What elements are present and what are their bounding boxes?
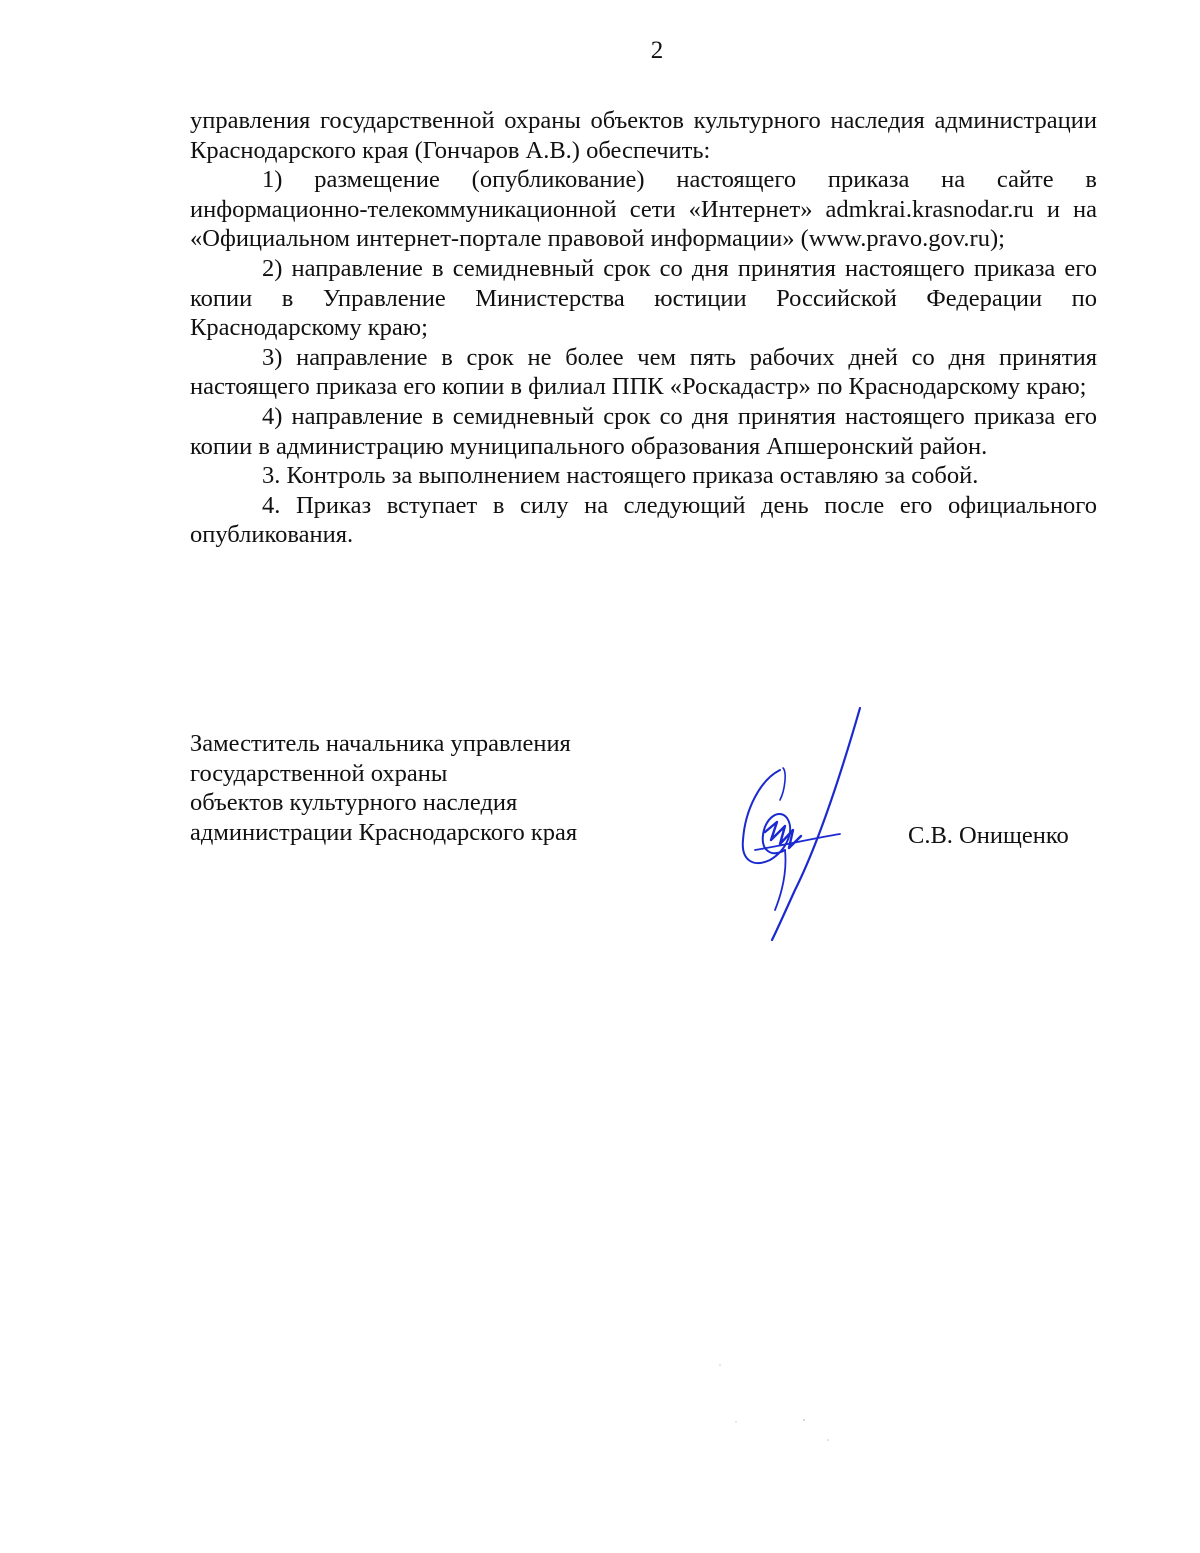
document-body	[190, 106, 1097, 550]
signer-position-line: объектов культурного наследия	[190, 789, 518, 816]
signer-name: С.В. Онищенко	[908, 822, 1069, 849]
paragraph-control: 3. Контроль за выполнением настоящего приказа оставляю за собой.	[262, 462, 979, 490]
paragraph-item-3: 3) направление в срок не более чем пять рабочих дней со дня принятия настоящего приказа его копии в филиал ППК «Роскадастр» по Краснодарскому краю;	[190, 343, 1097, 401]
paragraph-item-4: 4) направление в семидневный срок со дня принятия настоящего приказа его копии в администрацию муниципального образования Апшеронский район.	[190, 402, 1097, 460]
signer-position	[190, 729, 650, 847]
signer-position-line: государственной охраны	[190, 759, 448, 787]
scan-specks	[700, 1360, 860, 1480]
handwritten-signature	[725, 700, 865, 950]
paragraph-intro: управления государственной охраны объектов культурного наследия администрации Краснодарского края (Гончаров А.В.) обеспечить:	[190, 107, 1097, 164]
paragraph-item-1: 1) размещение (опубликование) настоящего приказа на сайте в информационно-телекоммуникационной сети «Интернет» admkrai.krasnodar.ru и на «Официальном интернет-портале правовой информации» (www.pravo.gov.ru);	[190, 166, 1097, 253]
paragraph-item-2: 2) направление в семидневный срок со дня принятия настоящего приказа его копии в Управление Министерства юстиции Российской Федерации по Краснодарскому краю;	[190, 254, 1097, 342]
signer-position-line: администрации Краснодарского края	[190, 818, 578, 846]
page-number: 2	[650, 37, 664, 64]
paragraph-effective-date: 4. Приказ вступает в силу на следующий день после его официального опубликования.	[190, 491, 1097, 549]
signer-position-line: Заместитель начальника управления	[190, 730, 571, 757]
